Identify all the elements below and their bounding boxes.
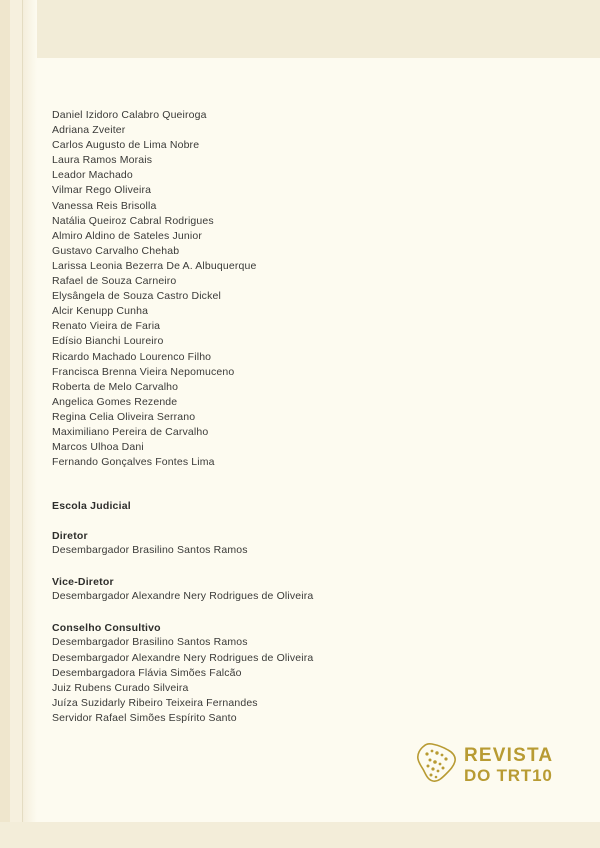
section-heading: Escola Judicial bbox=[52, 500, 131, 513]
member-name-list bbox=[52, 108, 552, 470]
block-entries bbox=[52, 589, 552, 604]
list-item: Desembargador Alexandre Nery Rodrigues de Oliveira bbox=[52, 651, 314, 664]
list-item: Renato Vieira de Faria bbox=[52, 320, 161, 333]
revista-trt10-logo bbox=[412, 738, 562, 798]
page-gutter-outer bbox=[0, 0, 10, 848]
logo-line-2: DO TRT10 bbox=[464, 766, 553, 785]
list-item: Fernando Gonçalves Fontes Lima bbox=[52, 456, 215, 469]
page-bottom-band bbox=[0, 822, 600, 848]
list-item: Daniel Izidoro Calabro Queiroga bbox=[52, 109, 207, 121]
list-item: Marcos Ulhoa Dani bbox=[52, 441, 144, 454]
block-conselho-consultivo bbox=[52, 622, 552, 726]
list-item: Roberta de Melo Carvalho bbox=[52, 380, 179, 393]
list-item: Adriana Zveiter bbox=[52, 124, 126, 137]
escola-judicial-section bbox=[52, 500, 552, 726]
page-gutter-mid bbox=[10, 0, 22, 848]
list-item: Maximiliano Pereira de Carvalho bbox=[52, 425, 209, 438]
list-item: Angelica Gomes Rezende bbox=[52, 395, 178, 408]
page-gutter-shade bbox=[23, 0, 37, 848]
block-heading: Diretor bbox=[52, 530, 88, 543]
list-item: Desembargadora Flávia Simões Falcão bbox=[52, 666, 242, 679]
list-item: Carlos Augusto de Lima Nobre bbox=[52, 139, 200, 152]
block-vice-diretor bbox=[52, 576, 552, 604]
block-heading: Conselho Consultivo bbox=[52, 622, 161, 635]
list-item: Rafael de Souza Carneiro bbox=[52, 275, 177, 288]
list-item: Almiro Aldino de Sateles Junior bbox=[52, 229, 202, 242]
list-item: Alcir Kenupp Cunha bbox=[52, 305, 149, 318]
list-item: Edísio Bianchi Loureiro bbox=[52, 335, 164, 348]
list-item: Desembargador Alexandre Nery Rodrigues de Oliveira bbox=[52, 590, 314, 603]
logo-line-1: REVISTA bbox=[464, 745, 554, 766]
map-brazil-icon bbox=[412, 740, 462, 786]
page-content bbox=[52, 108, 552, 726]
list-item: Laura Ramos Morais bbox=[52, 154, 153, 167]
block-entries bbox=[52, 635, 552, 726]
list-item: Desembargador Brasilino Santos Ramos bbox=[52, 636, 248, 649]
list-item: Larissa Leonia Bezerra De A. Albuquerque bbox=[52, 259, 257, 272]
logo-wordmark bbox=[464, 746, 553, 785]
block-entries bbox=[52, 543, 552, 558]
list-item: Juíza Suzidarly Ribeiro Teixeira Fernandes bbox=[52, 696, 258, 709]
list-item: Juiz Rubens Curado Silveira bbox=[52, 681, 189, 694]
list-item: Vanessa Reis Brisolla bbox=[52, 199, 157, 212]
list-item: Elysângela de Souza Castro Dickel bbox=[52, 290, 221, 303]
list-item: Regina Celia Oliveira Serrano bbox=[52, 410, 196, 423]
list-item: Natália Queiroz Cabral Rodrigues bbox=[52, 214, 214, 227]
block-diretor bbox=[52, 530, 552, 558]
list-item: Vilmar Rego Oliveira bbox=[52, 184, 152, 197]
list-item: Servidor Rafael Simões Espírito Santo bbox=[52, 711, 237, 724]
list-item: Leador Machado bbox=[52, 169, 133, 182]
list-item: Ricardo Machado Lourenco Filho bbox=[52, 350, 212, 363]
list-item: Francisca Brenna Vieira Nepomuceno bbox=[52, 365, 235, 378]
list-item: Gustavo Carvalho Chehab bbox=[52, 244, 180, 257]
page-top-band bbox=[0, 0, 600, 58]
list-item: Desembargador Brasilino Santos Ramos bbox=[52, 544, 248, 557]
block-heading: Vice-Diretor bbox=[52, 576, 114, 589]
